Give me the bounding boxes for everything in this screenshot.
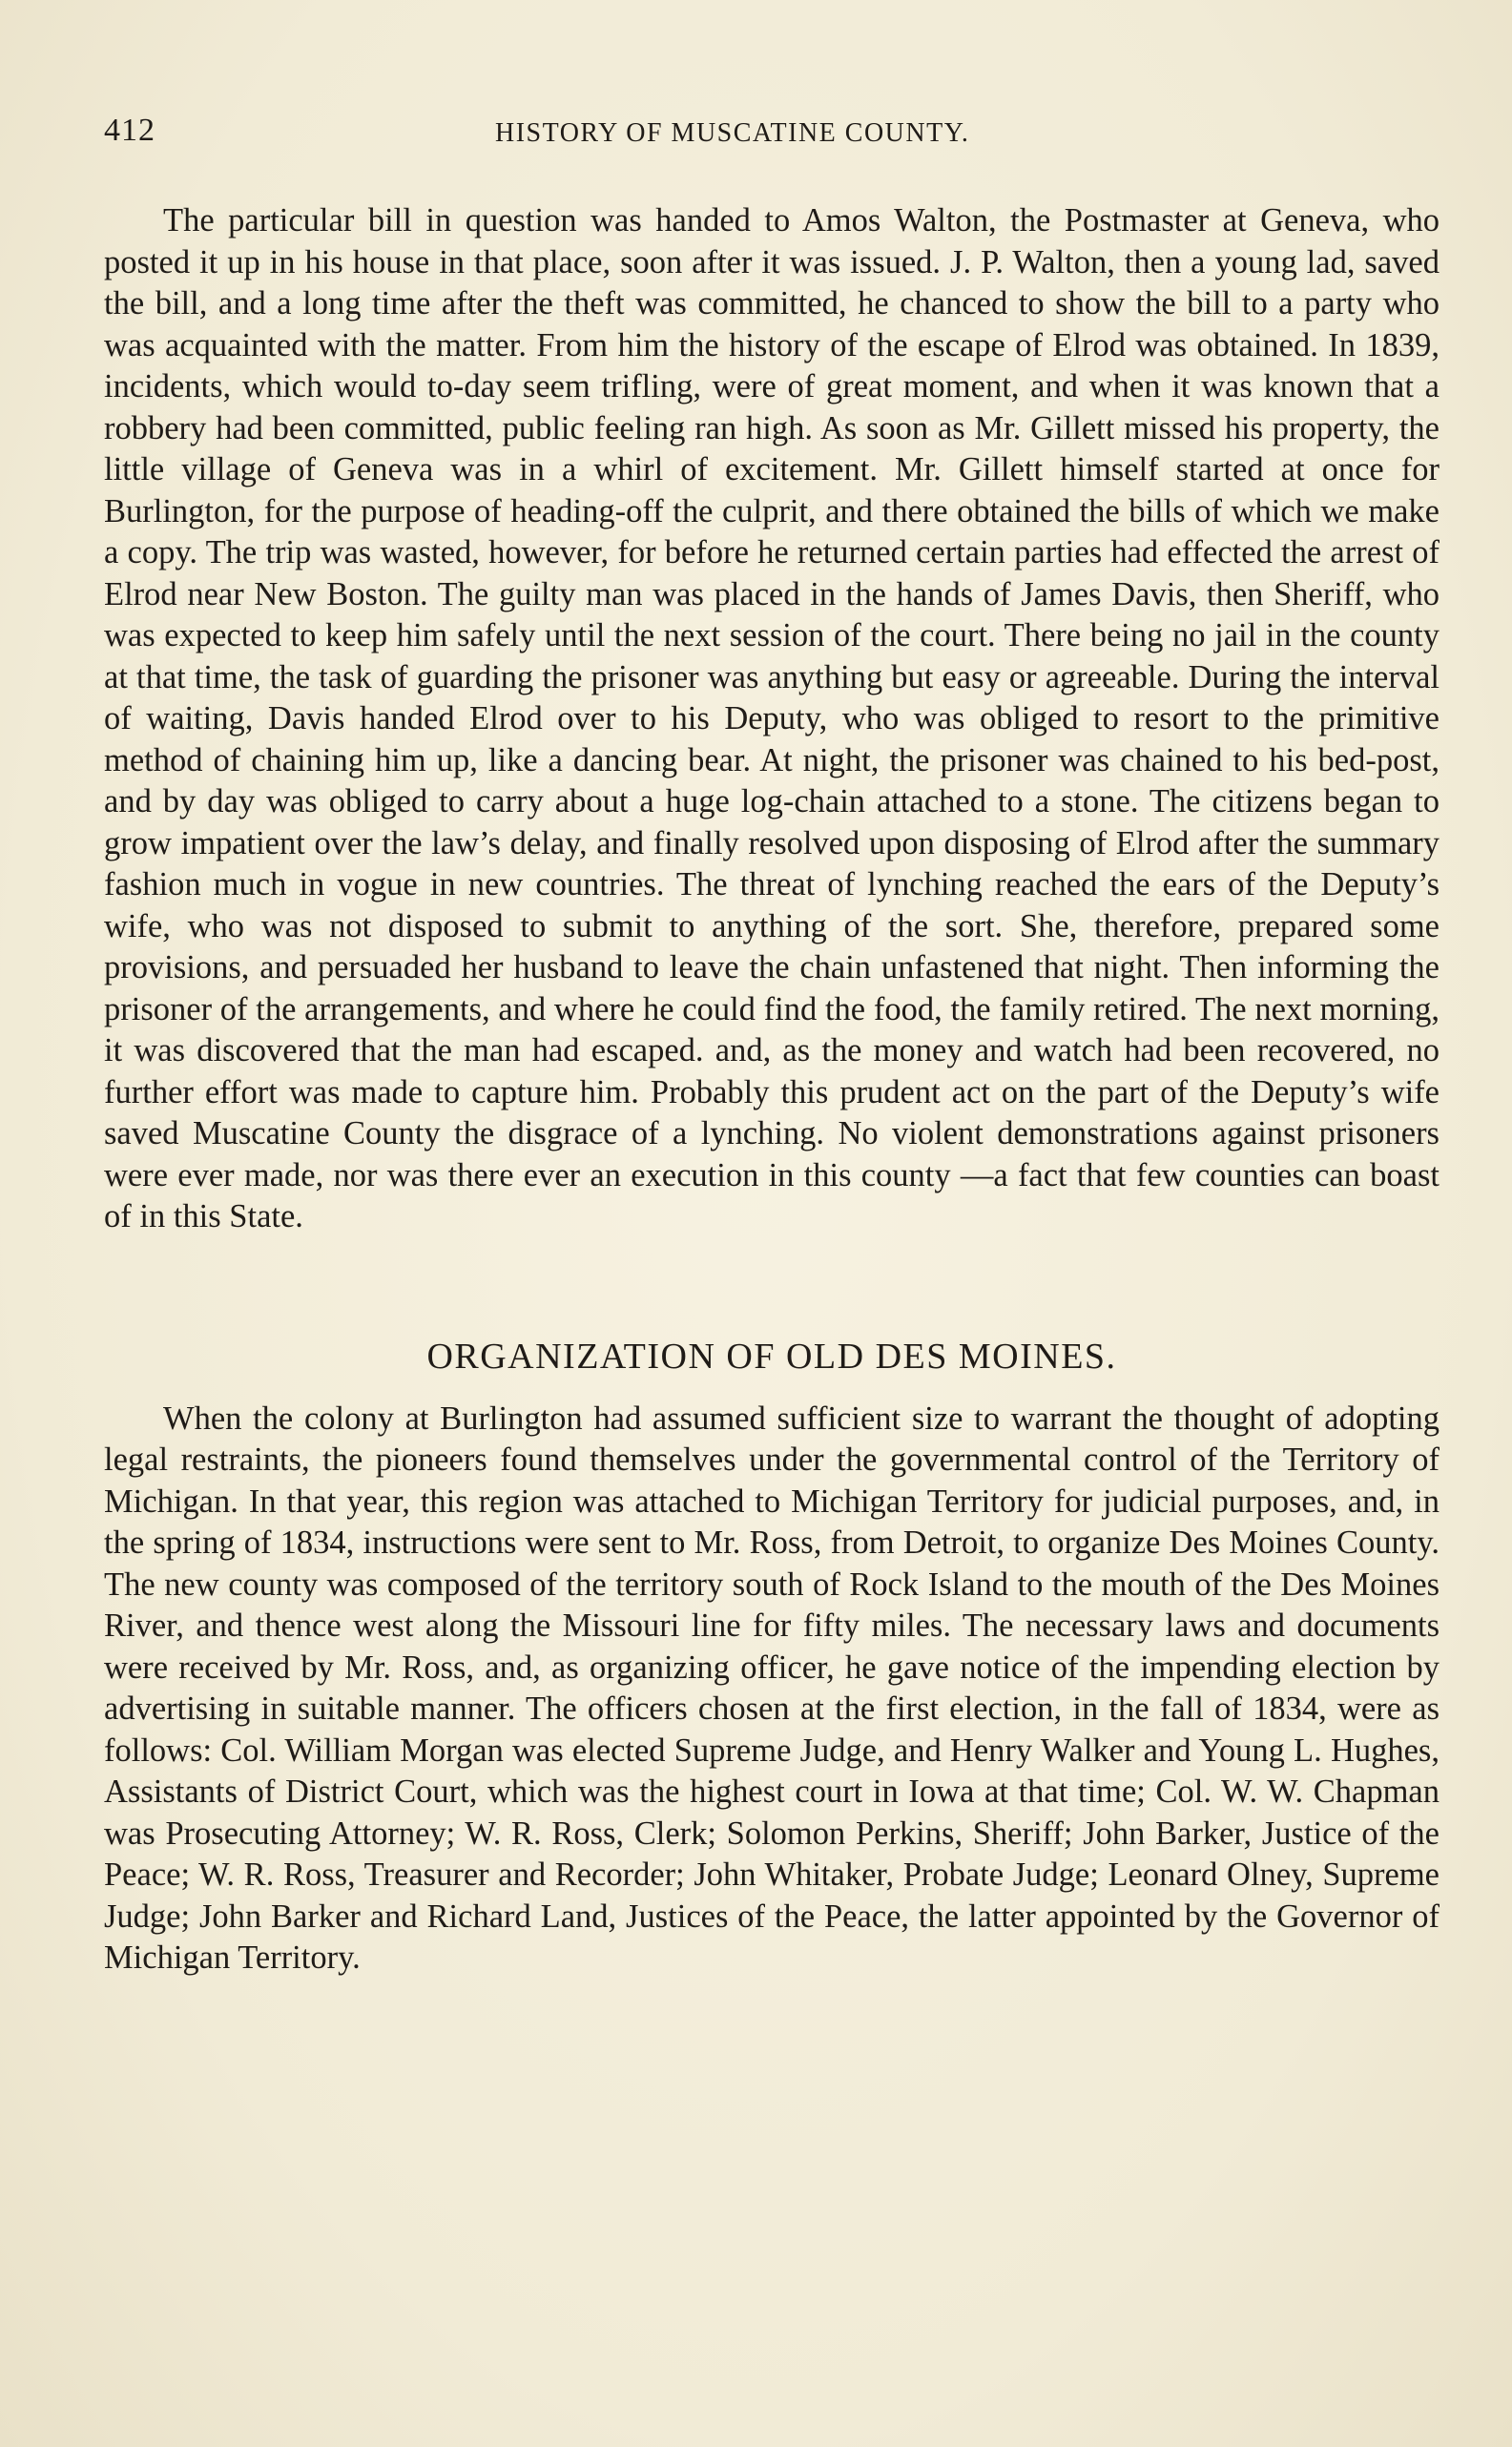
paragraph-des-moines-organization: When the colony at Burlington had assumed sufficient size to warrant the thought of adopting legal restraints, the pioneers found themselves under the governmental control of the Territory of Michigan. In that year, this region was attached to Michigan Territory for judicial purposes, and, in the spring of 1834, instructions were sent to Mr. Ross, from Detroit, to organize Des Moines County. The new county was composed of the territory south of Rock Island to the mouth of the Des Moines River, and thence west along the Missouri line for fifty miles. The necessary laws and documents were received by Mr. Ross, and, as organizing officer, he gave notice of the impending election by advertising in suitable manner. The officers chosen at the first election, in the fall of 1834, were as follows: Col. William Morgan was elected Supreme Judge, and Henry Walker and Young L. Hughes, Assistants of District Court, which was the highest court in Iowa at that time; Col. W. W. Chapman was Prosecuting Attorney; W. R. Ross, Clerk; Solomon Perkins, Sheriff; John Barker, Justice of the Peace; W. R. Ross, Treasurer and Recorder; John Whitaker, Probate Judge; Leonard Olney, Supreme Judge; John Barker and Richard Land, Justices of the Peace, the latter appointed by the Governor of Michigan Territory. xyxy=(104,1400,1440,1976)
paragraph-elrod-escape: The particular bill in question was handed to Amos Walton, the Postmaster at Geneva, who posted it up in his house in that place, soon after it was issued. J. P. Walton, then a young lad, saved the bill, and a long time after the theft was committed, he chanced to show the bill to a party who was acquainted with the matter. From him the history of the escape of Elrod was obtained. In 1839, incidents, which would to-day seem trifling, were of great moment, and when it was known that a robbery had been committed, public feeling ran high. As soon as Mr. Gillett missed his property, the little village of Geneva was in a whirl of excitement. Mr. Gillett himself started at once for Burlington, for the purpose of heading-off the culprit, and there obtained the bills of which we make a copy. The trip was wasted, however, for before he returned certain parties had effected the arrest of Elrod near New Boston. The guilty man was placed in the hands of James Davis, then Sheriff, who was expected to keep him safely until the next session of the court. There being no jail in the county at that time, the task of guarding the prisoner was anything but easy or agreeable. During the interval of waiting, Davis handed Elrod over to his Deputy, who was obliged to resort to the primitive method of chaining him up, like a dancing bear. At night, the prisoner was chained to his bed-post, and by day was obliged to carry about a huge log-chain attached to a stone. The citizens began to grow impatient over the law’s delay, and finally resolved upon disposing of Elrod after the summary fashion much in vogue in new countries. The threat of lynching reached the ears of the Deputy’s wife, who was not disposed to submit to anything of the sort. She, therefore, prepared some provisions, and persuaded her husband to leave the chain unfastened that night. Then informing the prisoner of the arrangements, and where he could find the food, the family retired. The next morning, it was discovered that the man had escaped. and, as the money and watch had been recovered, no further effort was made to capture him. Probably this prudent act on the part of the Deputy’s wife saved Muscatine County the disgrace of a lynching. No violent demonstrations against prisoners were ever made, nor was there ever an execution in this county —a fact that few counties can boast of in this State. xyxy=(104,202,1440,1234)
section-heading: ORGANIZATION OF OLD DES MOINES. xyxy=(426,1336,1117,1377)
page-number: 412 xyxy=(104,113,155,148)
running-title: HISTORY OF MUSCATINE COUNTY. xyxy=(495,118,970,148)
running-head xyxy=(104,113,1440,160)
